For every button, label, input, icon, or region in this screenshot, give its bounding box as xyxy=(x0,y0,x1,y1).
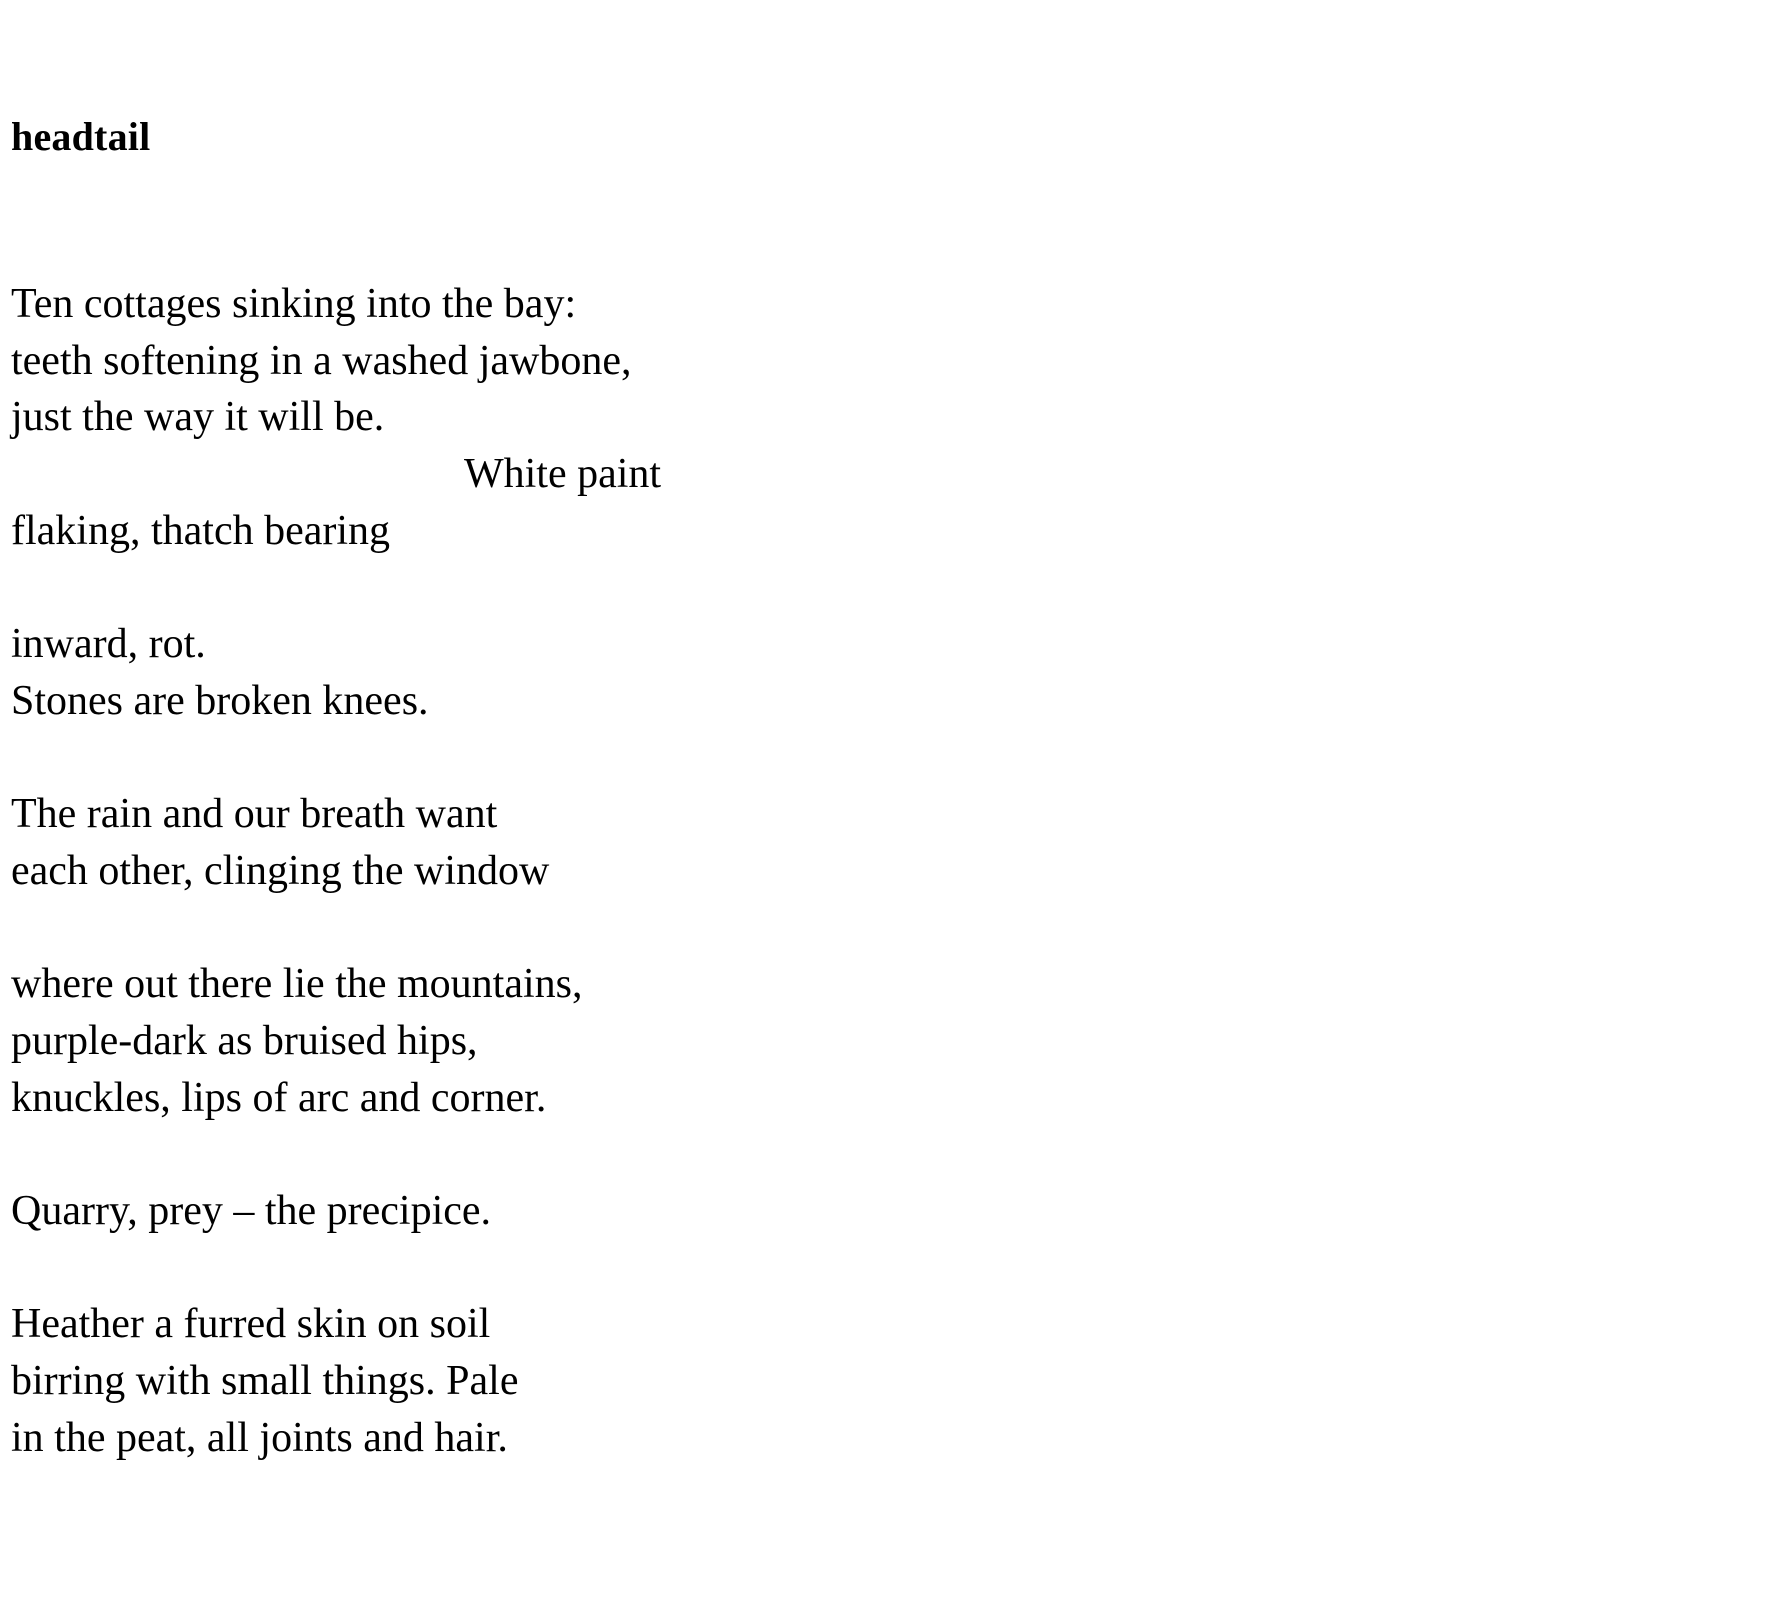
poem-line: knuckles, lips of arc and corner. xyxy=(11,1074,547,1121)
poem-line: Stones are broken knees. xyxy=(11,677,429,724)
poem-line: The rain and our breath want xyxy=(11,791,498,838)
poem-line: where out there lie the mountains, xyxy=(11,961,583,1008)
poem-line: inward, rot. xyxy=(11,621,206,668)
poem-line: birring with small things. Pale xyxy=(11,1358,519,1405)
document-page xyxy=(11,0,1751,1602)
poem-line: Heather a furred skin on soil xyxy=(11,1301,491,1348)
poem-line: in the peat, all joints and hair. xyxy=(11,1414,508,1461)
poem-line: just the way it will be. xyxy=(11,394,385,441)
poem-line: Quarry, prey – the precipice. xyxy=(11,1188,492,1234)
poem-line: teeth softening in a washed jawbone, xyxy=(11,337,632,384)
poem-line: flaking, thatch bearing xyxy=(11,507,391,554)
stanza-break xyxy=(11,1240,661,1297)
poem-line-indented: White paint xyxy=(464,451,662,498)
stanza-break xyxy=(11,730,661,787)
poem-title: headtail xyxy=(11,114,151,159)
poem-line: purple-dark as bruised hips, xyxy=(11,1017,478,1064)
stanza-break xyxy=(11,559,661,616)
stanza-break xyxy=(11,900,661,957)
poem-body xyxy=(11,276,661,1466)
poem-line: Ten cottages sinking into the bay: xyxy=(11,281,577,327)
poem-line: each other, clinging the window xyxy=(11,847,550,894)
stanza-break xyxy=(11,1126,661,1183)
